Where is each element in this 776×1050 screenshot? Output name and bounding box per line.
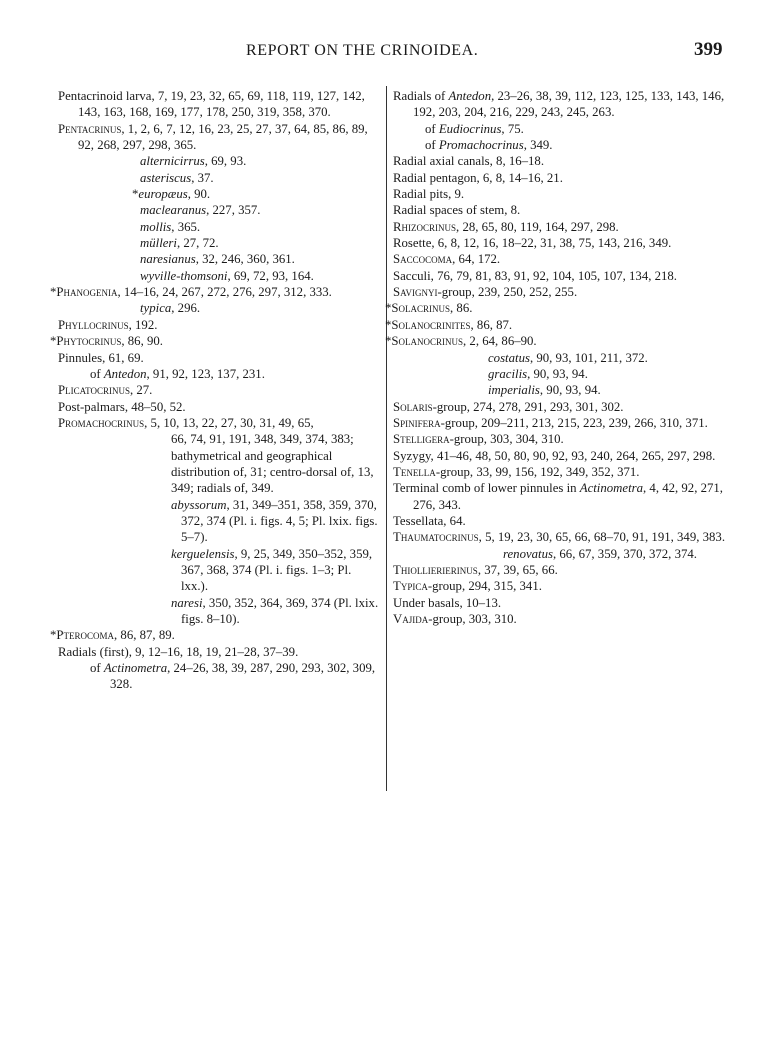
index-subentry: *europæus, 90. (132, 187, 211, 202)
index-entry: *Phytocrinus, 86, 90. (50, 334, 163, 349)
index-entry: Under basals, 10–13. (393, 595, 502, 610)
index-entry: Stelligera-group, 303, 304, 310. (393, 432, 564, 447)
index-subentry: naresianus, 32, 246, 360, 361. (140, 252, 295, 267)
index-subentry: mülleri, 27, 72. (140, 236, 219, 251)
index-entry: Terminal comb of lower pinnules in Actinometra, 4, 42, 92, 271, 276, 343. (393, 481, 723, 512)
index-subentry: of Eudiocrinus, 75. (425, 121, 524, 136)
index-subentry: maclearanus, 227, 357. (140, 203, 261, 218)
index-entry: *Solanocrinites, 86, 87. (385, 317, 513, 332)
index-entry: Radials (first), 9, 12–16, 18, 19, 21–28, 37–39. (58, 644, 299, 659)
index-entry: Promachocrinus, 5, 10, 13, 22, 27, 30, 31, 49, 65, (58, 415, 314, 430)
index-entry: Solaris-group, 274, 278, 291, 293, 301, 302. (393, 399, 624, 414)
index-entry: Radial pentagon, 6, 8, 14–16, 21. (393, 170, 563, 185)
index-entry: Pinnules, 61, 69. (58, 350, 144, 365)
index-subentry: wyville-thomsoni, 69, 72, 93, 164. (140, 268, 314, 283)
index-entry: Thaumatocrinus, 5, 19, 23, 30, 65, 66, 68–70, 91, 191, 349, 383. (393, 530, 726, 545)
index-entry: Savignyi-group, 239, 250, 252, 255. (393, 285, 578, 300)
index-entry: Spinifera-group, 209–211, 213, 215, 223, 239, 266, 310, 371. (393, 415, 708, 430)
index-subentry: of Antedon, 91, 92, 123, 137, 231. (90, 366, 265, 381)
index-entry: Plicatocrinus, 27. (58, 383, 153, 398)
index-subentry: typica, 296. (140, 301, 201, 316)
index-entry: Syzygy, 41–46, 48, 50, 80, 90, 92, 93, 240, 264, 265, 297, 298. (393, 448, 716, 463)
index-subentry: of Promachocrinus, 349. (425, 138, 553, 153)
index-subentry: naresi, 350, 352, 364, 369, 374 (Pl. lxix. figs. 8–10). (171, 595, 379, 626)
index-entry: *Solanocrinus, 2, 64, 86–90. (385, 334, 537, 349)
index-subentry: costatus, 90, 93, 101, 211, 372. (488, 350, 648, 365)
index-entry: Pentacrinoid larva, 7, 19, 23, 32, 65, 69, 118, 119, 127, 142, 143, 163, 168, 169, 177, 178, 250, 319, 358, 370. (58, 89, 365, 120)
index-subentry: asteriscus, 37. (140, 170, 214, 185)
running-head: REPORT ON THE CRINOIDEA. (246, 42, 479, 59)
index-subentry: imperialis, 90, 93, 94. (488, 383, 601, 398)
index-entry: Post-palmars, 48–50, 52. (58, 399, 186, 414)
index-entry: Tessellata, 64. (393, 513, 466, 528)
index-entry: Radials of Antedon, 23–26, 38, 39, 112, 123, 125, 133, 143, 146, 192, 203, 204, 216, 229, 243, 245, 263. (393, 89, 725, 120)
index-column-right (385, 88, 733, 627)
index-entry: Rhizocrinus, 28, 65, 80, 119, 164, 297, 298. (393, 219, 619, 234)
index-entry: Sacculi, 76, 79, 81, 83, 91, 92, 104, 105, 107, 134, 218. (393, 268, 678, 283)
column-divider (386, 86, 387, 791)
index-entry: Phyllocrinus, 192. (58, 317, 158, 332)
index-subentry: of Actinometra, 24–26, 38, 39, 287, 290, 293, 302, 309, 328. (90, 661, 376, 692)
index-entry: *Pterocoma, 86, 87, 89. (50, 628, 175, 643)
index-entry: Radial pits, 9. (393, 187, 465, 202)
index-entry: Rosette, 6, 8, 12, 16, 18–22, 31, 38, 75, 143, 216, 349. (393, 236, 672, 251)
index-entry: *Phanogenia, 14–16, 24, 267, 272, 276, 297, 312, 333. (50, 285, 332, 300)
index-subentry: mollis, 365. (140, 219, 201, 234)
index-entry: Radial spaces of stem, 8. (393, 203, 521, 218)
index-subentry: renovatus, 66, 67, 359, 370, 372, 374. (503, 546, 697, 561)
index-entry: Saccocoma, 64, 172. (393, 252, 501, 267)
page-number: 399 (694, 39, 723, 60)
index-subentry: abyssorum, 31, 349–351, 358, 359, 370, 372, 374 (Pl. i. figs. 4, 5; Pl. lxix. figs. 5–7). (171, 497, 378, 545)
index-entry: Thiollierierinus, 37, 39, 65, 66. (393, 562, 558, 577)
index-column-left (50, 88, 380, 693)
page-header (0, 39, 776, 66)
index-entry-continuation: 66, 74, 91, 191, 348, 349, 374, 383; bathymetrical and geographical distribution of, 31; centro-dorsal of, 13, 349; radials of, 349. (171, 432, 374, 496)
index-subentry: gracilis, 90, 93, 94. (488, 366, 588, 381)
index-subentry: alternicirrus, 69, 93. (140, 154, 247, 169)
index-entry: Pentacrinus, 1, 2, 6, 7, 12, 16, 23, 25, 27, 37, 64, 85, 86, 89, 92, 268, 297, 298, 365. (58, 121, 368, 153)
index-entry: Typica-group, 294, 315, 341. (393, 579, 542, 594)
index-entry: Radial axial canals, 8, 16–18. (393, 154, 545, 169)
index-entry: Vajida-group, 303, 310. (393, 612, 517, 626)
index-subentry: kerguelensis, 9, 25, 349, 350–352, 359, 367, 368, 374 (Pl. i. figs. 1–3; Pl. lxx.). (171, 546, 373, 594)
index-entry: Tenella-group, 33, 99, 156, 192, 349, 352, 371. (393, 464, 640, 479)
index-entry: *Solacrinus, 86. (385, 301, 473, 316)
